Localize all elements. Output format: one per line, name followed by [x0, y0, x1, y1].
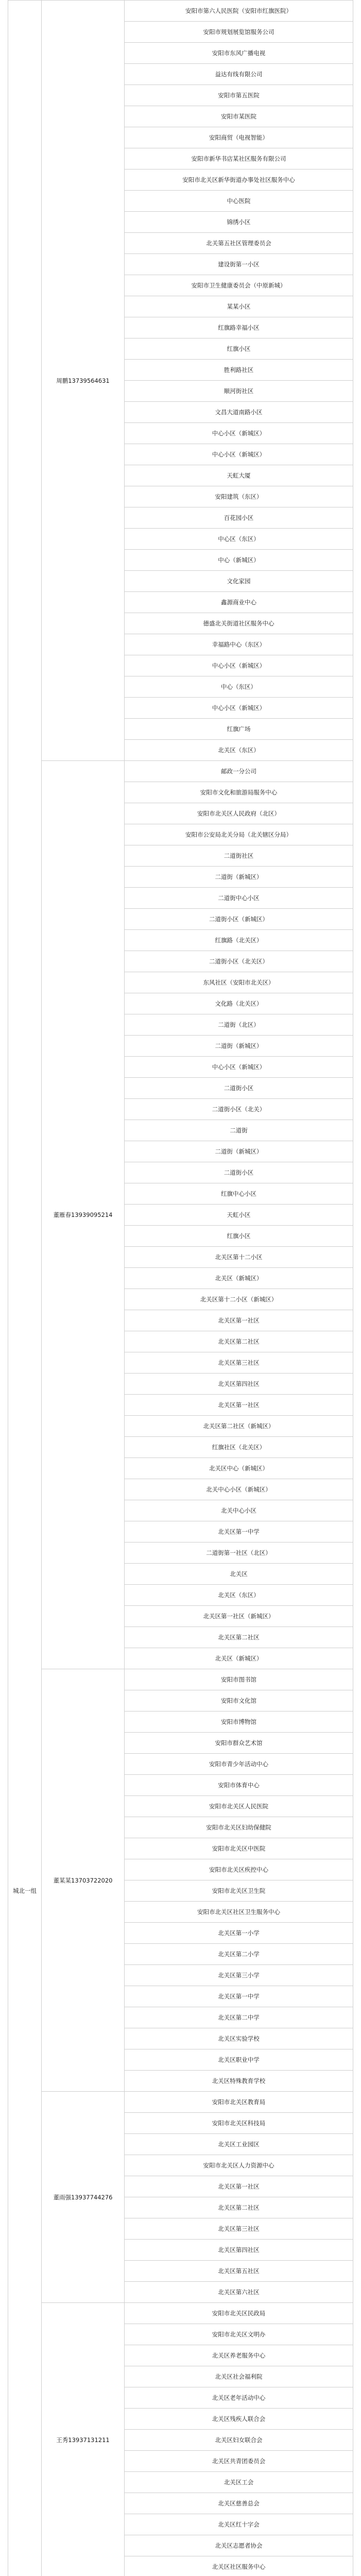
location-cell: 北关区慈善总会: [125, 2493, 353, 2514]
location-cell: 红旗中心小区: [125, 1183, 353, 1205]
location-cell: 北关区第十二小区: [125, 1247, 353, 1268]
location-cell: 二道街小区（新城区）: [125, 909, 353, 930]
location-cell: 二道街小区（北关）: [125, 1099, 353, 1120]
location-cell: 北关区老年活动中心: [125, 2387, 353, 2409]
location-cell: 北关区共青团委员会: [125, 2451, 353, 2472]
location-cell: 顺河街社区: [125, 381, 353, 402]
location-cell: 安阳市北关区教育局: [125, 2092, 353, 2113]
location-cell: 安阳市北关区妇幼保健院: [125, 1817, 353, 1838]
location-cell: 北关区第三社区: [125, 1352, 353, 1374]
location-cell: 安阳市北关区民政局: [125, 2303, 353, 2324]
location-cell: 北关区残疾人联合会: [125, 2409, 353, 2430]
location-cell: 北关区志愿者协会: [125, 2535, 353, 2556]
location-cell: 安阳市北关区人民政府（北区）: [125, 803, 353, 824]
location-cell: 安阳市文化馆: [125, 1690, 353, 1711]
table-row: [8, 761, 353, 782]
location-cell: 北关区第二社区（新城区）: [125, 1416, 353, 1437]
location-cell: 二道街（新城区）: [125, 1141, 353, 1162]
location-cell: 北关区第五社区: [125, 2261, 353, 2282]
location-cell: 安阳市公安局北关分局（北关辖区分局）: [125, 824, 353, 845]
location-cell: 北关区第二中学: [125, 2007, 353, 2028]
location-cell: 安阳市卫生健康委员会（中原新城）: [125, 275, 353, 296]
location-cell: 北关区红十字会: [125, 2514, 353, 2535]
location-cell: 中心小区（新城区）: [125, 655, 353, 676]
location-cell: 红旗社区（北关区）: [125, 1437, 353, 1458]
location-cell: 北关第五社区管理委员会: [125, 233, 353, 254]
location-cell: 北关区第三小学: [125, 1965, 353, 1986]
location-cell: 二道街小区: [125, 1162, 353, 1183]
location-cell: 安阳市北关区文明办: [125, 2324, 353, 2345]
location-cell: 北关区第一社区: [125, 1395, 353, 1416]
location-cell: 安阳市北关区卫生院: [125, 1880, 353, 1902]
location-cell: 红旗小区: [125, 338, 353, 360]
location-cell: 安阳市第六人民医院（安阳市红旗医院）: [125, 1, 353, 22]
location-cell: 安阳市北关区社区卫生服务中心: [125, 1902, 353, 1923]
location-cell: 德盛北关街道社区服务中心: [125, 613, 353, 634]
location-cell: 东风社区（安阳市北关区）: [125, 972, 353, 993]
location-cell: 邮政一分公司: [125, 761, 353, 782]
location-cell: 北关中心小区（新城区）: [125, 1479, 353, 1500]
location-cell: 北关区特殊教育学校: [125, 2071, 353, 2092]
location-cell: 天虹大厦: [125, 465, 353, 486]
table-row: [8, 2092, 353, 2113]
location-cell: 中心小区（新城区）: [125, 1057, 353, 1078]
location-cell: 中心医院: [125, 191, 353, 212]
location-cell: 北关区（东区）: [125, 740, 353, 761]
assignment-table-body: [8, 1, 353, 2576]
location-cell: 安阳市群众艺术馆: [125, 1733, 353, 1754]
location-cell: 中心区（东区）: [125, 529, 353, 550]
location-cell: 北关区第六社区: [125, 2282, 353, 2303]
location-cell: 红旗路幸福小区: [125, 317, 353, 338]
location-cell: 安阳市博物馆: [125, 1711, 353, 1733]
group-label-cell: [8, 1, 42, 2576]
location-cell: 安阳市北关区疾控中心: [125, 1859, 353, 1880]
location-cell: 北关区第一中学: [125, 1521, 353, 1543]
officer-cell: [42, 2092, 125, 2303]
location-cell: 安阳市北关区人力资源中心: [125, 2155, 353, 2176]
location-cell: 北关区第一社区: [125, 1310, 353, 1331]
location-cell: 胜利路社区: [125, 360, 353, 381]
location-cell: 鑫源商业中心: [125, 592, 353, 613]
location-cell: 北关区养老服务中心: [125, 2345, 353, 2366]
location-cell: 北关区第二社区: [125, 2197, 353, 2218]
location-cell: 北关区职业中学: [125, 2049, 353, 2071]
location-cell: 安阳市青少年活动中心: [125, 1754, 353, 1775]
location-cell: 北关区第四社区: [125, 2240, 353, 2261]
location-cell: 二道街小区（北关区）: [125, 951, 353, 972]
officer-cell: [42, 1, 125, 761]
assignment-table: [8, 0, 353, 2576]
location-cell: 北关区工会: [125, 2472, 353, 2493]
table-row: [8, 2303, 353, 2324]
location-cell: 北关区（新城区）: [125, 1648, 353, 1669]
location-cell: 中心小区（新城区）: [125, 444, 353, 465]
location-cell: 文化路（北关区）: [125, 993, 353, 1014]
location-cell: 北关区: [125, 1564, 353, 1585]
location-cell: 安阳市北关区人民医院: [125, 1796, 353, 1817]
location-cell: 天虹小区: [125, 1205, 353, 1226]
location-cell: 二道街（新城区）: [125, 1036, 353, 1057]
officer-cell: [42, 1669, 125, 2092]
location-cell: 北关区第二社区: [125, 1331, 353, 1352]
location-cell: 安阳市北关区中医院: [125, 1838, 353, 1859]
location-cell: 二道街社区: [125, 845, 353, 867]
location-cell: 安阳商贸（电视智能）: [125, 127, 353, 148]
location-cell: 安阳市新华书店某社区服务有限公司: [125, 148, 353, 170]
location-cell: 北关区（新城区）: [125, 1268, 353, 1289]
location-cell: 益达有线有限公司: [125, 64, 353, 85]
location-cell: 北关区第二社区: [125, 1627, 353, 1648]
location-cell: 锦绣小区: [125, 212, 353, 233]
location-cell: 北关区第二小学: [125, 1944, 353, 1965]
location-cell: 红旗路（北关区）: [125, 930, 353, 951]
location-cell: 北关区妇女联合会: [125, 2430, 353, 2451]
location-cell: 中心小区（新城区）: [125, 698, 353, 719]
location-cell: 北关区中心（新城区）: [125, 1458, 353, 1479]
location-cell: 安阳市图书馆: [125, 1669, 353, 1690]
location-cell: 北关区第十二小区（新城区）: [125, 1289, 353, 1310]
location-cell: 中心（东区）: [125, 676, 353, 698]
table-row: [8, 1, 353, 22]
location-cell: 北关区实验学校: [125, 2028, 353, 2049]
location-cell: 安阳市北关区科技局: [125, 2113, 353, 2134]
location-cell: 安阳市第五医院: [125, 85, 353, 106]
location-cell: 红旗广场: [125, 719, 353, 740]
location-cell: 安阳市文化和旅游局服务中心: [125, 782, 353, 803]
location-cell: 北关中心小区: [125, 1500, 353, 1521]
officer-cell: [42, 761, 125, 1669]
location-cell: 二道街中心小区: [125, 888, 353, 909]
location-cell: 北关区第一小学: [125, 1923, 353, 1944]
location-cell: 中心小区（新城区）: [125, 423, 353, 444]
location-cell: 二道街（新城区）: [125, 867, 353, 888]
location-cell: 百花园小区: [125, 507, 353, 529]
location-cell: 某某小区: [125, 296, 353, 317]
officer-name-phone: 周鹏13739564631: [56, 377, 110, 384]
location-cell: 北关区社会福利院: [125, 2366, 353, 2387]
location-cell: 北关区第一社区（新城区）: [125, 1606, 353, 1627]
location-cell: 建设街第一小区: [125, 254, 353, 275]
location-cell: 安阳市体育中心: [125, 1775, 353, 1796]
location-cell: 北关区工业园区: [125, 2134, 353, 2155]
officer-name-phone: 董某某13703722020: [53, 1876, 113, 1884]
location-cell: 二道街第一社区（北区）: [125, 1543, 353, 1564]
location-cell: 北关区第一社区: [125, 2176, 353, 2197]
location-cell: 幸福路中心（东区）: [125, 634, 353, 655]
location-cell: 安阳市东风广播电视: [125, 43, 353, 64]
group-label: 城北一组: [13, 1887, 37, 1894]
location-cell: 安阳市北关区新华街道办事处社区服务中心: [125, 170, 353, 191]
location-cell: 中心（新城区）: [125, 550, 353, 571]
location-cell: 北关区第一中学: [125, 1986, 353, 2007]
location-cell: 安阳建筑（东区）: [125, 486, 353, 507]
location-cell: 北关区社区服务中心: [125, 2556, 353, 2576]
table-row: [8, 1669, 353, 1690]
location-cell: 红旗小区: [125, 1226, 353, 1247]
location-cell: 二道街: [125, 1120, 353, 1141]
location-cell: 北关区（东区）: [125, 1585, 353, 1606]
officer-name-phone: 董雁春13939095214: [53, 1211, 113, 1218]
officer-name-phone: 王秀13937131211: [56, 2436, 110, 2444]
officer-cell: [42, 2303, 125, 2576]
location-cell: 文昌大道南路小区: [125, 402, 353, 423]
location-cell: 北关区第四社区: [125, 1374, 353, 1395]
location-cell: 二道街（北区）: [125, 1014, 353, 1036]
location-cell: 安阳市某医院: [125, 106, 353, 127]
officer-name-phone: 董雨强13937744276: [53, 2193, 113, 2201]
location-cell: 北关区第三社区: [125, 2218, 353, 2240]
location-cell: 二道街小区: [125, 1078, 353, 1099]
location-cell: 文化家园: [125, 571, 353, 592]
location-cell: 安阳市规划展览馆服务公司: [125, 22, 353, 43]
